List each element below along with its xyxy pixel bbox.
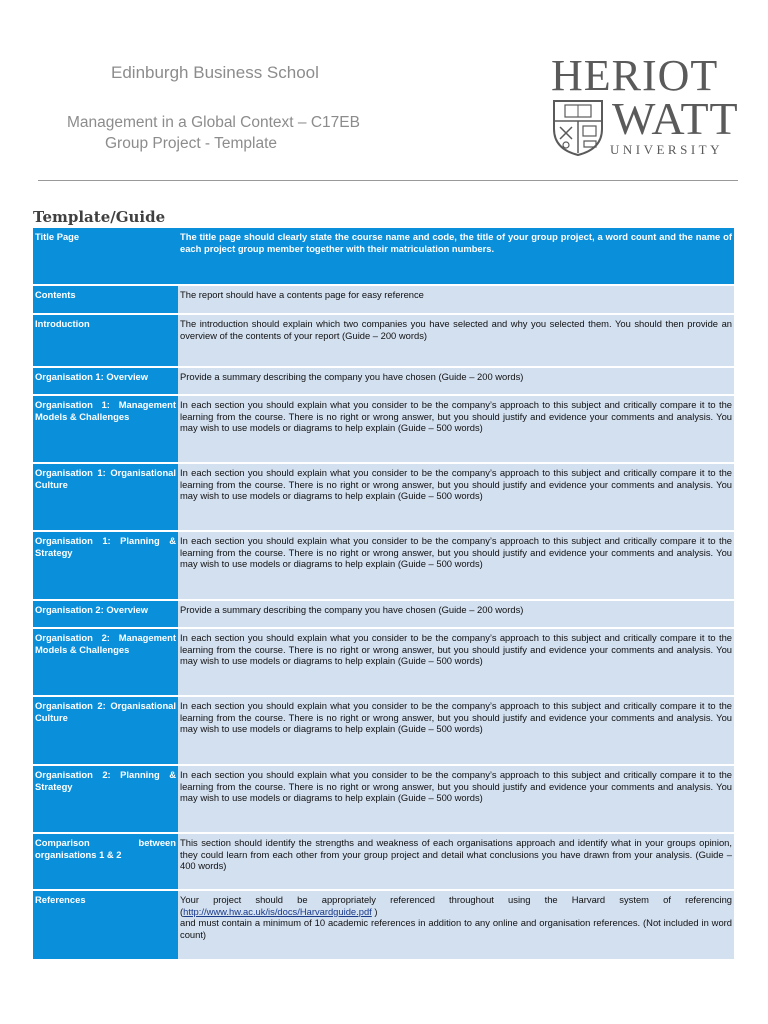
section-title: Template/Guide [33,208,166,226]
table-row [33,531,734,600]
school-name: Edinburgh Business School [111,63,319,82]
row-label: Organisation 1: Organisational Culture [33,463,178,531]
row-description: The title page should clearly state the course name and code, the title of your group project, a word count and the name of each project group member together with their matriculation numbers. [178,228,734,285]
course-line-2: Group Project - Template [105,135,278,152]
row-label: Title Page [33,228,178,285]
harvard-guide-link[interactable]: http://www.hw.ac.uk/is/docs/Harvardguide.pdf [183,905,372,917]
table-row [33,600,734,628]
references-text-after: ) [371,905,378,917]
row-label: Organisation 2: Organisational Culture [33,696,178,765]
course-line-1: Management in a Global Context – C17EB [67,114,360,131]
logo-text-university: UNIVERSITY [610,142,723,157]
table-row [33,367,734,395]
row-description [178,890,734,960]
references-text: Your project should be appropriately referenced throughout using the Harvard system of referencing ( [180,894,732,917]
row-label: Organisation 1: Management Models & Challenges [33,395,178,463]
row-label: Organisation 2: Management Models & Challenges [33,628,178,696]
row-label: Organisation 2: Overview [33,600,178,628]
table-row [33,285,734,314]
row-label: Organisation 2: Planning & Strategy [33,765,178,833]
row-label: Comparison between organisations 1 & 2 [33,833,178,890]
row-description: In each section you should explain what you consider to be the company’s approach to this subject and critically compare it to the learning from the course. There is no right or wrong answer, but you should justify and evidence your comments and analysis. You may wish to use models or diagrams to help explain (Guide – 500 words) [178,696,734,765]
table-row [33,463,734,531]
row-label: References [33,890,178,960]
row-description: In each section you should explain what you consider to be the company’s approach to this subject and critically compare it to the learning from the course. There is no right or wrong answer, but you should justify and evidence your comments and analysis. You may wish to use models or diagrams to help explain (Guide – 500 words) [178,463,734,531]
row-description: The report should have a contents page for easy reference [178,285,734,314]
row-label: Organisation 1: Overview [33,367,178,395]
row-description: In each section you should explain what you consider to be the company’s approach to this subject and critically compare it to the learning from the course. There is no right or wrong answer, but you should justify and evidence your comments and analysis. You may wish to use models or diagrams to help explain (Guide – 500 words) [178,765,734,833]
row-description: The introduction should explain which two companies you have selected and why you selected them. You should then provide an overview of the contents of your report (Guide – 200 words) [178,314,734,367]
heriot-watt-logo [548,51,743,160]
table-row [33,228,734,285]
table-row [33,696,734,765]
table-row [33,765,734,833]
header-divider [38,180,738,181]
row-label: Contents [33,285,178,314]
row-label: Introduction [33,314,178,367]
crest-icon [552,99,604,157]
table-row [33,314,734,367]
logo-text-watt: WATT [612,93,739,144]
row-description: Provide a summary describing the company you have chosen (Guide – 200 words) [178,367,734,395]
table-row [33,833,734,890]
table-row [33,395,734,463]
row-description: In each section you should explain what you consider to be the company’s approach to this subject and critically compare it to the learning from the course. There is no right or wrong answer, but you should justify and evidence your comments and analysis. You may wish to use models or diagrams to help explain (Guide – 500 words) [178,395,734,463]
row-description: In each section you should explain what you consider to be the company’s approach to this subject and critically compare it to the learning from the course. There is no right or wrong answer, but you should justify and evidence your comments and analysis. You may wish to use models or diagrams to help explain (Guide – 500 words) [178,628,734,696]
template-table [33,228,734,961]
row-label: Organisation 1: Planning & Strategy [33,531,178,600]
course-title [67,112,360,154]
table-row [33,628,734,696]
row-description: This section should identify the strengths and weakness of each organisations approach and identify what in your groups opinion, they could learn from each other from your group project and detail what conclusions you have drawn from your analysis. (Guide – 400 words) [178,833,734,890]
logo-text-heriot: HERIOT [551,51,719,100]
row-description: Provide a summary describing the company you have chosen (Guide – 200 words) [178,600,734,628]
row-description: In each section you should explain what you consider to be the company’s approach to this subject and critically compare it to the learning from the course. There is no right or wrong answer, but you should justify and evidence your comments and analysis. You may wish to use models or diagrams to help explain (Guide – 500 words) [178,531,734,600]
table-row [33,890,734,960]
references-text-2: and must contain a minimum of 10 academic references in addition to any online and organisation references. (Not included in word count) [180,917,732,940]
